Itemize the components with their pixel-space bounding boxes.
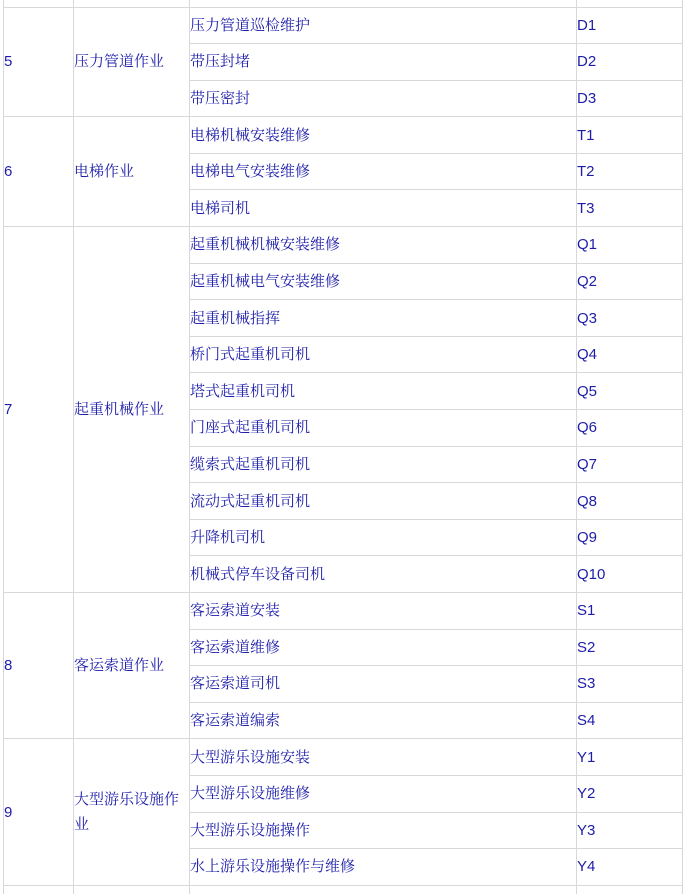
item-code-cell: D2 — [577, 44, 683, 81]
item-code-cell: D1 — [577, 7, 683, 44]
item-code-cell: Y3 — [577, 812, 683, 849]
item-name-cell: 塔式起重机司机 — [190, 373, 577, 410]
item-code-cell: T1 — [577, 117, 683, 154]
table-row — [4, 593, 683, 630]
item-name-cell: 带压封堵 — [190, 44, 577, 81]
item-code-cell: Q2 — [577, 263, 683, 300]
clipped-cell — [4, 885, 74, 894]
item-code-cell: T3 — [577, 190, 683, 227]
item-code-cell: S3 — [577, 666, 683, 703]
item-code-cell: Q6 — [577, 410, 683, 447]
item-code-cell: Y4 — [577, 849, 683, 886]
item-code-cell: Y2 — [577, 775, 683, 812]
category-cell: 起重机械作业 — [74, 227, 190, 593]
item-code-cell: Q1 — [577, 227, 683, 264]
table-row — [4, 227, 683, 264]
item-name-cell: 电梯机械安装维修 — [190, 117, 577, 154]
item-code-cell: Q9 — [577, 519, 683, 556]
item-code-cell: Q7 — [577, 446, 683, 483]
item-name-cell: 电梯电气安装维修 — [190, 153, 577, 190]
item-code-cell: Q10 — [577, 556, 683, 593]
clipped-cell — [577, 0, 683, 7]
item-name-cell: 客运索道维修 — [190, 629, 577, 666]
clipped-cell — [190, 885, 577, 894]
clipped-cell — [577, 885, 683, 894]
table-row — [4, 7, 683, 44]
item-code-cell: Q8 — [577, 483, 683, 520]
category-cell: 大型游乐设施作业 — [74, 739, 190, 885]
clipped-row-bottom — [4, 885, 683, 894]
category-cell: 电梯作业 — [74, 117, 190, 227]
special-equipment-jobs-table — [3, 0, 683, 894]
item-name-cell: 客运索道编索 — [190, 702, 577, 739]
item-name-cell: 大型游乐设施操作 — [190, 812, 577, 849]
clipped-cell — [190, 0, 577, 7]
item-code-cell: Q3 — [577, 300, 683, 337]
item-code-cell: Y1 — [577, 739, 683, 776]
clipped-cell — [74, 0, 190, 7]
item-code-cell: S2 — [577, 629, 683, 666]
item-code-cell: T2 — [577, 153, 683, 190]
item-name-cell: 起重机械机械安装维修 — [190, 227, 577, 264]
item-name-cell: 缆索式起重机司机 — [190, 446, 577, 483]
item-name-cell: 水上游乐设施操作与维修 — [190, 849, 577, 886]
serial-number-cell: 6 — [4, 117, 74, 227]
item-code-cell: Q5 — [577, 373, 683, 410]
item-name-cell: 起重机械电气安装维修 — [190, 263, 577, 300]
item-code-cell: D3 — [577, 80, 683, 117]
item-name-cell: 流动式起重机司机 — [190, 483, 577, 520]
category-cell: 压力管道作业 — [74, 7, 190, 117]
serial-number-cell: 8 — [4, 593, 74, 739]
item-name-cell: 大型游乐设施维修 — [190, 775, 577, 812]
item-name-cell: 起重机械指挥 — [190, 300, 577, 337]
item-code-cell: Q4 — [577, 336, 683, 373]
clipped-row-top — [4, 0, 683, 7]
item-name-cell: 压力管道巡检维护 — [190, 7, 577, 44]
item-name-cell: 客运索道安装 — [190, 593, 577, 630]
item-name-cell: 升降机司机 — [190, 519, 577, 556]
serial-number-cell: 5 — [4, 7, 74, 117]
table-row — [4, 117, 683, 154]
item-code-cell: S1 — [577, 593, 683, 630]
item-code-cell: S4 — [577, 702, 683, 739]
item-name-cell: 桥门式起重机司机 — [190, 336, 577, 373]
clipped-cell — [4, 0, 74, 7]
category-cell: 客运索道作业 — [74, 593, 190, 739]
item-name-cell: 带压密封 — [190, 80, 577, 117]
serial-number-cell: 9 — [4, 739, 74, 885]
item-name-cell: 门座式起重机司机 — [190, 410, 577, 447]
serial-number-cell: 7 — [4, 227, 74, 593]
table-row — [4, 739, 683, 776]
item-name-cell: 电梯司机 — [190, 190, 577, 227]
item-name-cell: 机械式停车设备司机 — [190, 556, 577, 593]
clipped-cell — [74, 885, 190, 894]
item-name-cell: 客运索道司机 — [190, 666, 577, 703]
item-name-cell: 大型游乐设施安装 — [190, 739, 577, 776]
